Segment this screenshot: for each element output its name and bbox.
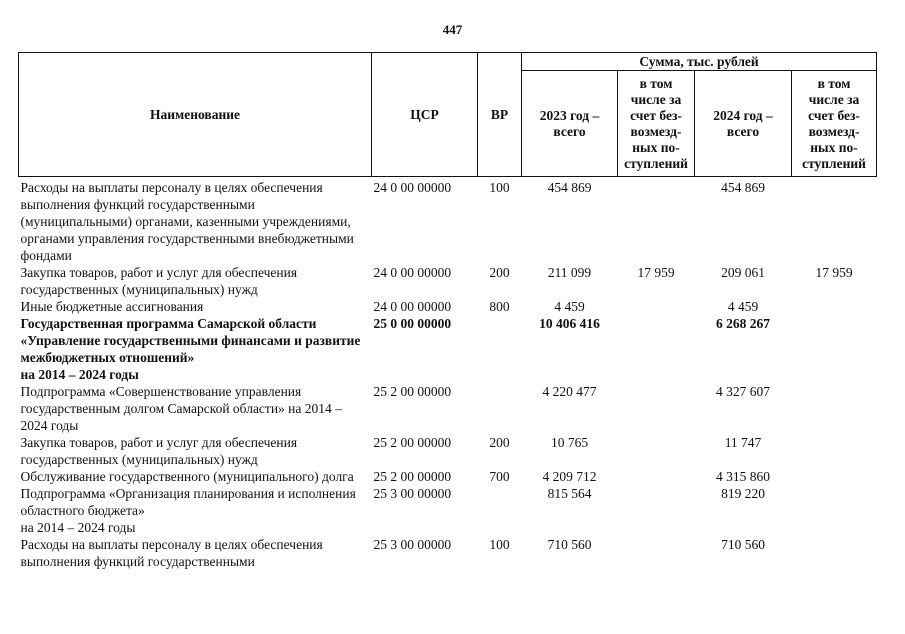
row-name-cell: Расходы на выплаты персоналу в целях обеспечения выполнения функций государственными (20, 537, 323, 569)
table-row (19, 315, 877, 383)
row-name-cell: Закупка товаров, работ и услуг для обеспечения государственных (муниципальных) нужд (20, 265, 298, 297)
row-sum-2023-cell: 10 765 (550, 435, 589, 450)
page-number: 447 (442, 22, 463, 37)
row-csr-cell: 24 0 00 00000 (373, 299, 452, 314)
row-sum-2024-cell: 6 268 267 (716, 316, 770, 331)
row-vr-cell: 100 (489, 180, 510, 195)
header-sum-group: Сумма, тыс. рублей (522, 53, 877, 71)
row-vr-cell: 700 (489, 469, 510, 484)
row-sum-2023-cell: 211 099 (547, 265, 592, 280)
table-row (19, 468, 877, 485)
row-name-cell: Закупка товаров, работ и услуг для обеспечения государственных (муниципальных) нужд (20, 435, 298, 467)
row-sum-2024-cell: 454 869 (721, 180, 765, 195)
row-sum-2023-cell: 4 459 (554, 299, 585, 314)
header-csr: ЦСР (372, 53, 478, 177)
row-free-2024-cell (792, 536, 877, 570)
table-row (19, 298, 877, 315)
row-vr-cell (478, 315, 522, 383)
row-free-2024-cell (792, 383, 877, 434)
row-sum-2024-cell: 11 747 (724, 435, 762, 450)
row-free-2024-cell (792, 434, 877, 468)
row-sum-2023-cell: 815 564 (547, 486, 592, 501)
row-sum-2023-cell: 10 406 416 (539, 316, 600, 331)
row-vr-cell (478, 485, 522, 536)
row-free-2024-cell (792, 468, 877, 485)
row-vr-cell: 800 (489, 299, 510, 314)
row-free-2024-cell (792, 485, 877, 536)
row-csr-cell: 25 3 00 00000 (373, 537, 452, 552)
header-free-2024: в том числе за счет без- возмезд- ных по- ступлений (792, 71, 877, 177)
table-body (19, 177, 877, 571)
row-csr-cell: 24 0 00 00000 (373, 265, 452, 280)
header-vr: ВР (478, 53, 522, 177)
row-csr-cell: 25 3 00 00000 (373, 486, 452, 501)
row-sum-2024-cell: 710 560 (721, 537, 765, 552)
table-row (19, 536, 877, 570)
row-vr-cell: 100 (489, 537, 510, 552)
row-free-2024-cell: 17 959 (815, 265, 853, 280)
header-name: Наименование (19, 53, 372, 177)
table-header (19, 53, 877, 177)
row-free-2023-cell (618, 536, 695, 570)
header-free-2023: в том числе за счет без- возмезд- ных по- ступлений (618, 71, 695, 177)
row-name-cell: Государственная программа Самарской области «Управление государственными финансами и развитие межбюджетных отношений» на 2014 – 2024 годы (20, 316, 361, 382)
row-sum-2024-cell: 4 459 (727, 299, 759, 314)
row-name-cell: Иные бюджетные ассигнования (20, 299, 204, 314)
row-free-2023-cell (618, 383, 695, 434)
row-free-2024-cell (792, 177, 877, 265)
row-vr-cell: 200 (489, 265, 510, 280)
row-sum-2023-cell: 4 209 712 (542, 469, 597, 484)
table-row (19, 383, 877, 434)
row-sum-2024-cell: 4 315 860 (716, 469, 770, 484)
row-free-2023-cell (618, 434, 695, 468)
header-sum-2023: 2023 год – всего (522, 71, 618, 177)
row-csr-cell: 24 0 00 00000 (373, 180, 452, 195)
row-csr-cell: 25 0 00 00000 (373, 316, 452, 331)
row-name-cell: Расходы на выплаты персоналу в целях обеспечения выполнения функций государственными (муниципальными) органами, казенными учреждениями, органами управления государственными внебюджетными фондами (20, 180, 354, 263)
row-csr-cell: 25 2 00 00000 (373, 384, 452, 399)
row-free-2023-cell (618, 485, 695, 536)
row-sum-2023-cell: 710 560 (547, 537, 592, 552)
row-sum-2024-cell: 819 220 (721, 486, 765, 501)
table-row (19, 264, 877, 298)
row-sum-2023-cell: 4 220 477 (542, 384, 597, 399)
row-free-2023-cell (618, 315, 695, 383)
table-row (19, 434, 877, 468)
budget-table (18, 52, 877, 570)
row-sum-2023-cell: 454 869 (547, 180, 592, 195)
row-sum-2024-cell: 209 061 (721, 265, 765, 280)
row-free-2023-cell (618, 298, 695, 315)
table-row (19, 485, 877, 536)
row-free-2023-cell: 17 959 (637, 265, 675, 280)
row-sum-2024-cell: 4 327 607 (716, 384, 770, 399)
row-free-2024-cell (792, 315, 877, 383)
row-vr-cell (478, 383, 522, 434)
row-csr-cell: 25 2 00 00000 (373, 435, 452, 450)
table-row (19, 177, 877, 265)
row-csr-cell: 25 2 00 00000 (373, 469, 452, 484)
row-name-cell: Подпрограмма «Организация планирования и исполнения областного бюджета» на 2014 – 2024 годы (20, 486, 356, 535)
row-free-2024-cell (792, 298, 877, 315)
row-free-2023-cell (618, 468, 695, 485)
row-free-2023-cell (618, 177, 695, 265)
row-name-cell: Обслуживание государственного (муниципального) долга (20, 469, 354, 484)
header-sum-2024: 2024 год – всего (695, 71, 792, 177)
row-vr-cell: 200 (489, 435, 510, 450)
row-name-cell: Подпрограмма «Совершенствование управления государственным долгом Самарской области» на 2014 – 2024 годы (20, 384, 342, 433)
